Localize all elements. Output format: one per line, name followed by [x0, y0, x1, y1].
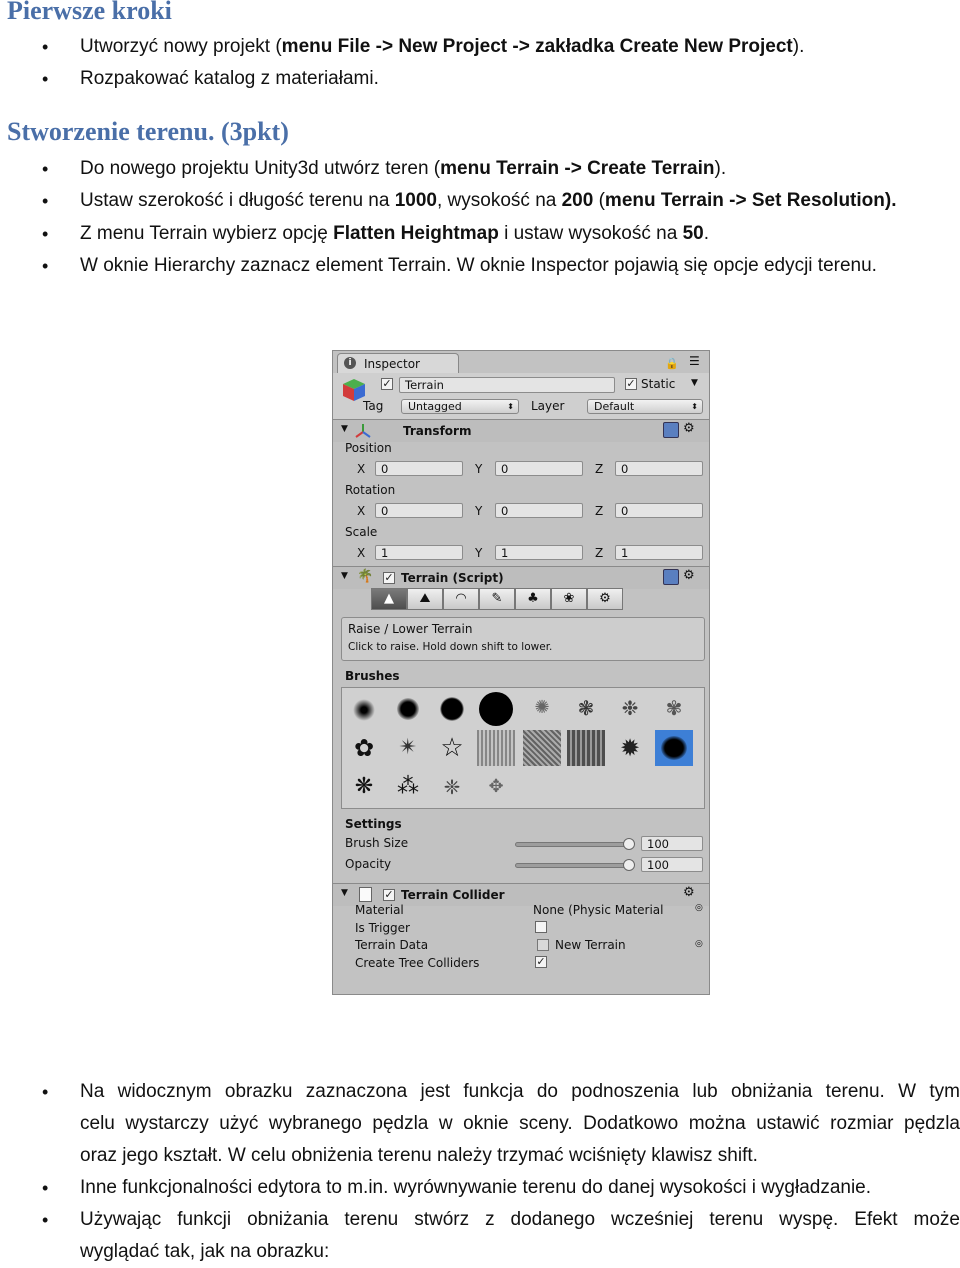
document-icon — [359, 887, 372, 902]
brush-speckle-4[interactable]: ✾ — [665, 696, 683, 720]
create-tree-colliders-label: Create Tree Colliders — [355, 956, 480, 970]
paragraph-line: Używając funkcji obniżania terenu stwórz z dodanego wcześniej terenu wyspę. Efekt może — [80, 1209, 960, 1230]
paint-height-tool-button[interactable]: ⛰ — [407, 588, 443, 610]
opacity-slider-track[interactable] — [515, 863, 631, 868]
axis-y-label: Y — [475, 462, 483, 476]
static-dropdown-icon[interactable]: ▼ — [691, 378, 698, 388]
axis-z-label: Z — [595, 546, 604, 560]
brush-star[interactable]: ☆ — [440, 733, 464, 763]
updown-icon: ⬍ — [691, 402, 698, 411]
brush-sparkle[interactable]: ✴ — [398, 735, 418, 760]
lock-icon[interactable]: 🔒 — [665, 357, 679, 370]
help-icon[interactable] — [663, 569, 679, 585]
terrain-collider-enabled-checkbox[interactable]: ✓ — [384, 888, 394, 901]
position-x-field[interactable]: 0 — [375, 461, 463, 476]
foldout-arrow-icon[interactable]: ▼ — [341, 424, 348, 434]
tool-description-box — [341, 617, 705, 661]
paint-texture-tool-button[interactable]: ✎ — [479, 588, 515, 610]
layer-value: Default — [594, 400, 635, 413]
tag-label: Tag — [363, 399, 384, 413]
gear-icon[interactable]: ⚙ — [683, 421, 695, 436]
brush-soft-medium[interactable] — [389, 690, 427, 726]
rotation-z-field[interactable]: 0 — [615, 503, 703, 518]
paragraph-line: Na widocznym obrazku zaznaczona jest funkcja do podnoszenia lub obniżania terenu. W tym — [80, 1081, 960, 1102]
inspector-panel — [332, 350, 710, 995]
brush-size-label: Brush Size — [345, 836, 409, 850]
gear-icon[interactable]: ⚙ — [683, 568, 695, 583]
terrain-settings-tool-button[interactable]: ⚙ — [587, 588, 623, 610]
position-y-field[interactable]: 0 — [495, 461, 583, 476]
menu-icon[interactable]: ☰ — [689, 354, 700, 368]
settings-label: Settings — [345, 817, 402, 831]
axis-x-label: X — [357, 504, 366, 518]
active-checkbox[interactable]: ✓ — [382, 377, 392, 390]
opacity-field[interactable]: 100 — [641, 857, 703, 872]
terrain-data-value[interactable]: New Terrain — [555, 938, 626, 952]
paragraph-line: wyglądać tak, jak na obrazku: — [80, 1241, 330, 1262]
brush-grid — [341, 687, 705, 809]
brush-grass-2[interactable] — [567, 730, 605, 766]
axis-y-label: Y — [475, 504, 483, 518]
static-label: Static — [641, 377, 676, 391]
brush-speckle-3[interactable]: ❉ — [621, 696, 639, 720]
axis-y-label: Y — [475, 546, 483, 560]
is-trigger-checkbox[interactable] — [535, 921, 547, 933]
terrain-script-enabled-checkbox[interactable]: ✓ — [384, 571, 394, 584]
material-value[interactable]: None (Physic Material — [533, 903, 664, 917]
brushes-label: Brushes — [345, 669, 400, 683]
brush-cluster-4[interactable]: ✥ — [488, 776, 504, 797]
terrain-data-asset-icon — [537, 939, 549, 951]
brush-soft-small[interactable] — [345, 690, 383, 726]
transform-header[interactable] — [333, 419, 709, 442]
rotation-label: Rotation — [345, 483, 396, 497]
brush-hard-large[interactable] — [477, 690, 515, 726]
transform-body — [333, 441, 709, 565]
scale-z-field[interactable]: 1 — [615, 545, 703, 560]
updown-icon: ⬍ — [507, 402, 514, 411]
brush-cluster-2[interactable]: ⁂ — [397, 774, 419, 799]
brush-size-slider-track[interactable] — [515, 842, 631, 847]
help-icon[interactable] — [663, 422, 679, 438]
brush-size-slider-knob[interactable] — [623, 838, 635, 850]
terrain-data-label: Terrain Data — [355, 938, 429, 952]
place-trees-tool-button[interactable]: ♣ — [515, 588, 551, 610]
foldout-arrow-icon[interactable]: ▼ — [341, 571, 348, 581]
layer-label: Layer — [531, 399, 565, 413]
terrain-script-title: Terrain (Script) — [401, 571, 504, 585]
position-label: Position — [345, 441, 392, 455]
opacity-label: Opacity — [345, 857, 392, 871]
brush-size-field[interactable]: 100 — [641, 836, 703, 851]
paint-details-tool-button[interactable]: ❀ — [551, 588, 587, 610]
transform-title: Transform — [403, 424, 472, 438]
tag-value: Untagged — [408, 400, 462, 413]
brush-selected[interactable] — [655, 730, 693, 766]
material-label: Material — [355, 903, 404, 917]
scale-y-field[interactable]: 1 — [495, 545, 583, 560]
layer-dropdown[interactable] — [587, 399, 703, 414]
paragraph-line: oraz jego kształt. W celu obniżenia terenu należy trzymać wciśnięty klawisz shift. — [80, 1145, 758, 1166]
is-trigger-label: Is Trigger — [355, 921, 410, 935]
scale-x-field[interactable]: 1 — [375, 545, 463, 560]
paragraph-line: celu wystarczy użyć wybranego pędzla w oknie sceny. Dodatkowo można ustawić rozmiar pędzla — [80, 1113, 960, 1134]
info-icon: i — [344, 357, 356, 369]
rotation-y-field[interactable]: 0 — [495, 503, 583, 518]
terrain-toolbar — [371, 588, 661, 610]
axis-x-label: X — [357, 462, 366, 476]
brush-hard-medium[interactable] — [433, 690, 471, 726]
axis-z-label: Z — [595, 504, 604, 518]
brush-noise-1[interactable] — [523, 730, 561, 766]
axis-x-label: X — [357, 546, 366, 560]
brush-cluster-1[interactable]: ❋ — [354, 774, 374, 799]
rotation-x-field[interactable]: 0 — [375, 503, 463, 518]
axis-z-label: Z — [595, 462, 604, 476]
brush-speckle-1[interactable]: ✺ — [534, 697, 550, 718]
brush-grass-1[interactable] — [477, 730, 515, 766]
object-picker-icon[interactable]: ◎ — [695, 939, 703, 949]
position-z-field[interactable]: 0 — [615, 461, 703, 476]
terrain-collider-title: Terrain Collider — [401, 888, 505, 902]
heading-pierwsze-kroki: Pierwsze kroki — [7, 0, 172, 25]
brush-splat[interactable]: ✹ — [619, 734, 641, 762]
opacity-slider-knob[interactable] — [623, 859, 635, 871]
brush-flower[interactable]: ✿ — [353, 734, 375, 762]
create-tree-colliders-checkbox[interactable]: ✓ — [536, 955, 546, 968]
scale-label: Scale — [345, 525, 378, 539]
brush-speckle-2[interactable]: ❃ — [577, 696, 595, 720]
smooth-height-tool-button[interactable]: ◠ — [443, 588, 479, 610]
transform-axes-icon — [355, 423, 371, 439]
object-header — [333, 373, 709, 420]
palm-tree-icon: 🌴 — [357, 569, 374, 584]
inspector-tab[interactable] — [337, 353, 459, 374]
brush-cluster-3[interactable]: ❈ — [443, 775, 461, 799]
tag-dropdown[interactable] — [401, 399, 519, 414]
heading-stworzenie-terenu: Stworzenie terenu. (3pkt) — [7, 117, 289, 146]
object-picker-icon[interactable]: ◎ — [695, 903, 703, 913]
static-checkbox[interactable]: ✓ — [626, 377, 636, 390]
gear-icon[interactable]: ⚙ — [683, 885, 695, 900]
foldout-arrow-icon[interactable]: ▼ — [341, 888, 348, 898]
tool-description-title: Raise / Lower Terrain — [348, 622, 473, 636]
tool-description-text: Click to raise. Hold down shift to lower. — [348, 641, 553, 653]
inspector-tab-label: Inspector — [364, 357, 420, 371]
terrain-script-header[interactable] — [333, 566, 709, 589]
object-name-field[interactable]: Terrain — [399, 377, 615, 393]
raise-lower-tool-button[interactable]: ▲ — [371, 588, 407, 610]
bullet-dot: • — [42, 37, 49, 57]
